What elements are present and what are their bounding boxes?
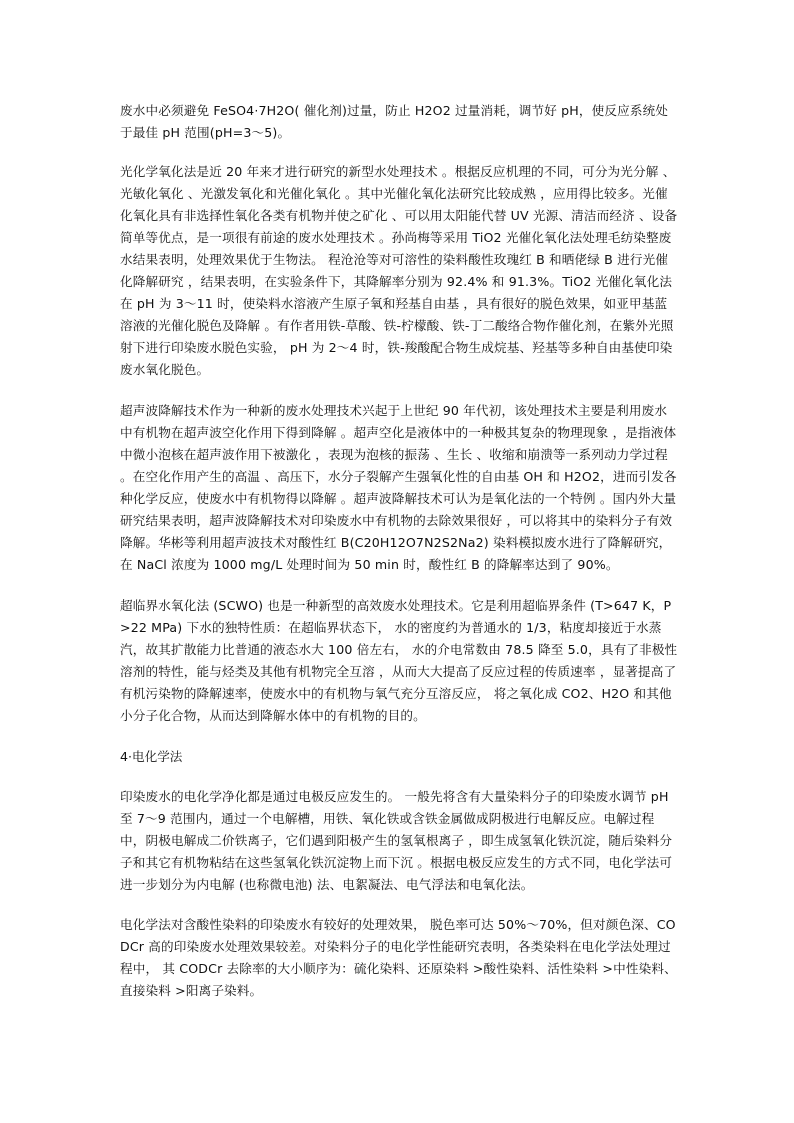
paragraph-fenton-catalyst: 废水中必须避免 FeSO4·7H2O( 催化剂)过量，防止 H2O2 过量消耗，调节好 pH，使反应系统处于最佳 pH 范围(pH=3～5)。	[120, 103, 669, 140]
paragraph-photochemical-oxidation: 光化学氧化法是近 20 年来才进行研究的新型水处理技术 。根据反应机理的不同，可分为光分解 、光敏化氧化 、光激发氧化和光催化氧化 。其中光催化氧化法研究比较成熟 ，应用得比较多。光催化氧化具有非选择性氧化各类有机物并使之矿化 、可以用太阳能代替 UV 光源、清洁而经济 、设备简单等优点，是一项很有前途的废水处理技术 。孙尚梅等采用 TiO2 光催化氧化法处理毛纺染整废水结果表明，处理效果优于生物法。 程沧沧等对可溶性的染料酸性玫瑰红 B 和晒佬绿 B 进行光催化降解研究 ，结果表明，在实验条件下，其降解率分别为 92.4% 和 91.3%。TiO2 光催化氧化法在 pH 为 3～11 时，使染料水溶液产生原子氧和羟基自由基 ，具有很好的脱色效果，如亚甲基蓝溶液的光催化脱色及降解 。有作者用铁-草酸、铁-柠檬酸、铁-丁二酸络合物作催化剂，在紫外光照射下进行印染废水脱色实验， pH 为 2～4 时，铁-羧酸配合物生成烷基、羟基等多种自由基使印染废水氧化脱色。	[120, 164, 678, 377]
paragraph-ultrasonic-degradation: 超声波降解技术作为一种新的废水处理技术兴起于上世纪 90 年代初，该处理技术主要是利用废水中有机物在超声波空化作用下得到降解 。超声空化是液体中的一种极其复杂的物理现象 ，是指液体中微小泡核在超声波作用下被激化 ，表现为泡核的振荡 、生长 、收缩和崩溃等一系列动力学过程 。在空化作用产生的高温 、高压下，水分子裂解产生强氧化性的自由基 OH 和 H2O2，进而引发各种化学反应，使废水中有机物得以降解 。超声波降解技术可认为是氧化法的一个特例 。国内外大量研究结果表明，超声波降解技术对印染废水中有机物的去除效果很好 ，可以将其中的染料分子有效降解。华彬等利用超声波技术对酸性红 B(C20H12O7N2S2Na2) 染料模拟废水进行了降解研究，在 NaCl 浓度为 1000 mg/L 处理时间为 50 min 时，酸性红 B 的降解率达到了 90%。	[120, 403, 677, 572]
paragraph-supercritical-water-oxidation: 超临界水氧化法 (SCWO) 也是一种新型的高效废水处理技术。它是利用超临界条件 (T>647 K，P>22 MPa) 下水的独特性质：在超临界状态下， 水的密度约为普通水的 1/3，粘度却接近于水蒸汽，故其扩散能力比普通的液态水大 100 倍左右， 水的介电常数由 78.5 降至 5.0，具有了非极性溶剂的特性，能与烃类及其他有机物完全互溶 ，从而大大提高了反应过程的传质速率 ，显著提高了有机污染物的降解速率，使废水中的有机物与氧气充分互溶反应， 将之氧化成 CO2、H2O 和其他小分子化合物，从而达到降解水体中的有机物的目的。	[120, 598, 678, 723]
document-body	[120, 100, 678, 1002]
paragraph-electrochemical-effect: 电化学法对含酸性染料的印染废水有较好的处理效果， 脱色率可达 50%～70%，但对颜色深、CODCr 高的印染废水处理效果较差。对染料分子的电化学性能研究表明，各类染料在电化学法处理过程中， 其 CODCr 去除率的大小顺序为：硫化染料、还原染料 >酸性染料、活性染料 >中性染料、直接染料 >阳离子染料。	[120, 917, 677, 998]
section-heading: 4·电化学法	[120, 749, 183, 764]
paragraph-electrochemical-purification: 印染废水的电化学净化都是通过电极反应发生的。 一般先将含有大量染料分子的印染废水调节 pH 至 7～9 范围内，通过一个电解槽，用铁、氧化铁或含铁金属做成阴极进行电解反应。电解过程中，阴极电解成二价铁离子，它们遇到阳极产生的氢氧根离子 ，即生成氢氧化铁沉淀，随后染料分子和其它有机物粘结在这些氢氧化铁沉淀物上而下沉 。根据电极反应发生的方式不同，电化学法可进一步划分为内电解 (也称微电池) 法、电絮凝法、电气浮法和电氧化法。	[120, 789, 673, 892]
